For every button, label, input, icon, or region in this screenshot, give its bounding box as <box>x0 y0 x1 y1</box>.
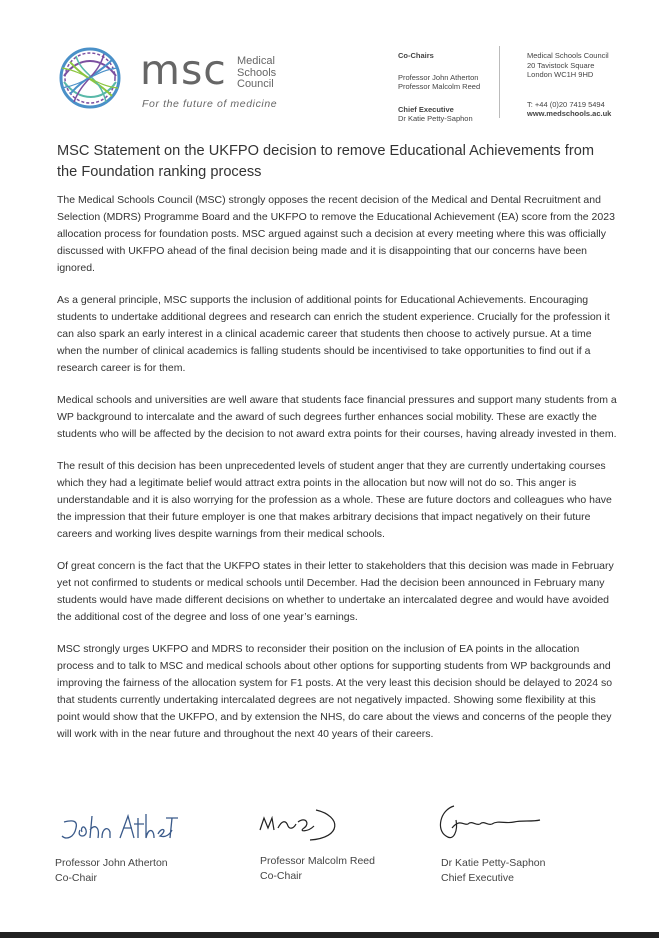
co-chair-2: Professor Malcolm Reed <box>398 82 481 91</box>
chief-exec-heading: Chief Executive <box>398 104 454 114</box>
signature-petty-saphon <box>436 800 546 848</box>
signatory-name: Professor Malcolm Reed <box>260 855 375 867</box>
header-divider <box>499 46 500 118</box>
co-chair-1: Professor John Atherton <box>398 72 479 82</box>
logo-tagline: For the future of medicine <box>142 98 278 110</box>
signature-atherton-icon <box>58 808 188 848</box>
logo-wordmark: msc <box>140 46 227 94</box>
statement-body <box>57 192 617 758</box>
logo-org-name <box>237 56 276 91</box>
logo-org-line: Medical <box>237 55 275 67</box>
address-line: 20 Tavistock Square <box>527 60 595 70</box>
address-line: Medical Schools Council <box>527 51 609 60</box>
address-line: London WC1H 9HD <box>527 70 594 79</box>
signatory-reed <box>260 854 375 884</box>
paragraph: Of great concern is the fact that the UKFPO states in their letter to stakeholders that this decision was made in February yet not confirmed to students or medical schools until December. Had the decision been announced in February many students would have made different decisions on whether to undertake an intercalated degree and would have avoided the additional cost of the degree and loss of one year’s earnings. <box>57 560 614 623</box>
signature-reed-icon <box>258 802 348 846</box>
signature-atherton <box>58 808 188 848</box>
paragraph: The Medical Schools Council (MSC) strongly opposes the recent decision of the Medical and Dental Recruitment and Selection (MDRS) Programme Board and the UKFPO to remove the Educational Achievement (EA) score from the 2023 allocation process for foundation posts. MSC argued against such a decision at every meeting where this was officially discussed with UKFPO ahead of the final decision being made and it is disappointing that our concerns have been ignored. <box>57 194 615 274</box>
signatory-role: Chief Executive <box>441 872 514 884</box>
logo-org-line: Schools <box>237 66 277 79</box>
signatures-area <box>0 800 659 890</box>
msc-logo <box>56 46 296 116</box>
paragraph: The result of this decision has been unprecedented levels of student anger that they are currently undertaking courses which they had a legitimate belief would attract extra points in the allocation but now will not do so. This anger is understandable and it is also worrying for the profession as a whole. These are future doctors and colleagues who have the impression that their future employer is one that makes arbitrary decisions that impact negatively on their future careers and working lives despite warnings from their medical schools. <box>57 460 612 540</box>
signatory-name: Dr Katie Petty-Saphon <box>441 857 546 869</box>
officers-block <box>398 51 480 124</box>
signatory-petty-saphon <box>441 856 545 886</box>
signatory-atherton <box>55 856 168 886</box>
address-block <box>527 51 611 119</box>
signatory-role: Co-Chair <box>260 870 303 882</box>
signatory-role: Co-Chair <box>55 872 98 884</box>
signature-reed <box>258 802 348 846</box>
signature-petty-saphon-icon <box>436 800 546 848</box>
paragraph: Medical schools and universities are well aware that students face financial pressures and support many students from a WP background to intercalate and the award of such degrees further enhances social mobility. These are exactly the students who will be affected by the decision to not award extra points for their courses, having already invested in them. <box>57 394 617 440</box>
bottom-edge-bar <box>0 932 659 938</box>
phone-number: T: +44 (0)20 7419 5494 <box>527 99 605 109</box>
co-chairs-heading: Co-Chairs <box>398 51 434 60</box>
chief-exec-name: Dr Katie Petty-Saphon <box>398 114 473 123</box>
statement-title: MSC Statement on the UKFPO decision to remove Educational Achievements from the Foundation ranking process <box>57 143 594 180</box>
signatory-name: Professor John Atherton <box>55 857 168 869</box>
website-link[interactable]: www.medschools.ac.uk <box>527 109 612 118</box>
logo-org-line: Council <box>237 78 274 90</box>
msc-emblem-icon <box>56 46 130 110</box>
paragraph: MSC strongly urges UKFPO and MDRS to reconsider their position on the inclusion of EA points in the allocation process and to talk to MSC and medical schools about other options for supporting students from WP backgrounds and improving the fairness of the allocation system for F1 posts. At the very least this decision should be delayed to 2024 so that students currently undertaking intercalated degrees are not negatively impacted. Showing some flexibility at this point would show that the UKFPO, and by extension the NHS, do care about the views and concerns of the people they will work with in the near future and throughout the next 40 years of their careers. <box>57 643 613 740</box>
paragraph: As a general principle, MSC supports the inclusion of additional points for Educational Achievements. Encouraging students to undertake additional degrees and research can enrich the student experience. Crucially for the profession it can also spark an early interest in a clinical academic career that students then choose to actively pursue. At a time when the number of clinical academics is falling students should be incentivised to take opportunities to find out if a research career is for them. <box>57 294 610 374</box>
